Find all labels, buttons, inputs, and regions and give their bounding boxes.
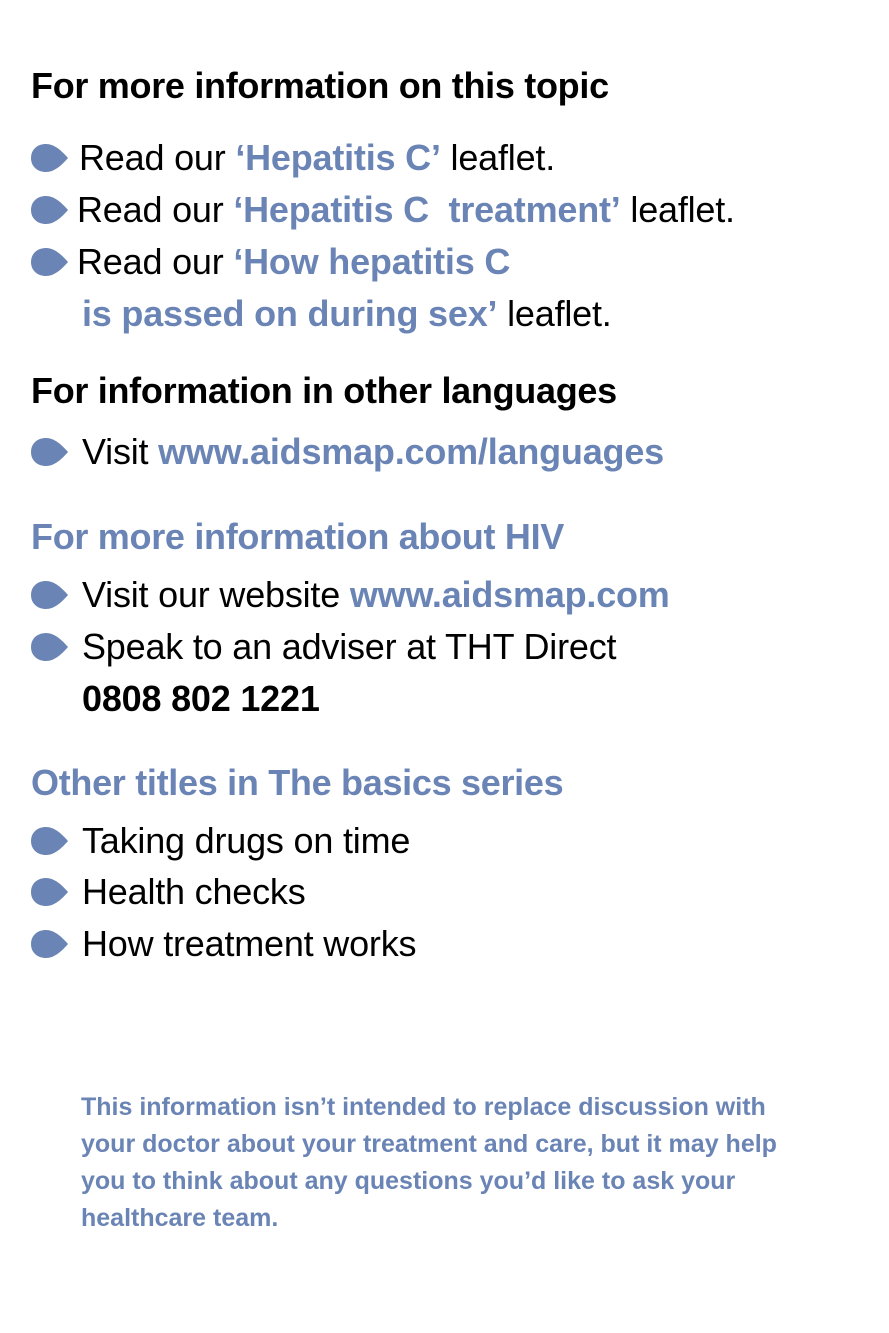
hiv-heading: For more information about HIV [31, 516, 565, 557]
item-suffix: leaflet. [620, 189, 735, 230]
series-title: Taking drugs on time [82, 820, 411, 861]
item-prefix: Read our [77, 189, 234, 230]
phone-number[interactable]: 0808 802 1221 [82, 678, 320, 719]
series-title: Health checks [82, 871, 306, 912]
leaf-bullet-icon [31, 827, 68, 855]
item-prefix: Visit [82, 431, 159, 472]
item-suffix: leaflet. [497, 293, 612, 334]
adviser-text: Speak to an adviser at THT Direct [82, 626, 617, 667]
leaf-bullet-icon [31, 633, 68, 661]
leaf-bullet-icon [31, 581, 68, 609]
leaf-bullet-icon [31, 144, 68, 172]
leaflet-title-how-hepatitis-c[interactable]: ‘How hepatitis C [233, 241, 511, 282]
languages-heading: For information in other languages [31, 370, 617, 411]
languages-link[interactable]: www.aidsmap.com/languages [158, 431, 664, 472]
leaf-bullet-icon [31, 930, 68, 958]
website-link[interactable]: www.aidsmap.com [349, 574, 670, 615]
item-prefix: Read our [77, 241, 234, 282]
leaflet-title-hepatitis-c[interactable]: ‘Hepatitis C’ [235, 137, 441, 178]
leaf-bullet-icon [31, 438, 68, 466]
list-item-continuation [82, 290, 612, 338]
topic-heading: For more information on this topic [31, 65, 609, 106]
item-suffix: leaflet. [440, 137, 556, 178]
leaf-bullet-icon [31, 878, 68, 906]
item-prefix: Read our [79, 137, 236, 178]
series-heading: Other titles in The basics series [31, 762, 564, 803]
leaf-bullet-icon [31, 248, 68, 276]
series-title: How treatment works [82, 923, 417, 964]
item-prefix: Visit our website [82, 574, 350, 615]
disclaimer-text: This information isn’t intended to replace discussion with your doctor about your treatment and care, but it may help you to think about any questions you’d like to ask your healthcare team. [81, 1093, 777, 1232]
leaflet-title-hepatitis-c-treatment[interactable]: ‘Hepatitis C treatment’ [233, 189, 621, 230]
leaf-bullet-icon [31, 196, 68, 224]
leaflet-title-continuation[interactable]: is passed on during sex’ [82, 293, 498, 334]
